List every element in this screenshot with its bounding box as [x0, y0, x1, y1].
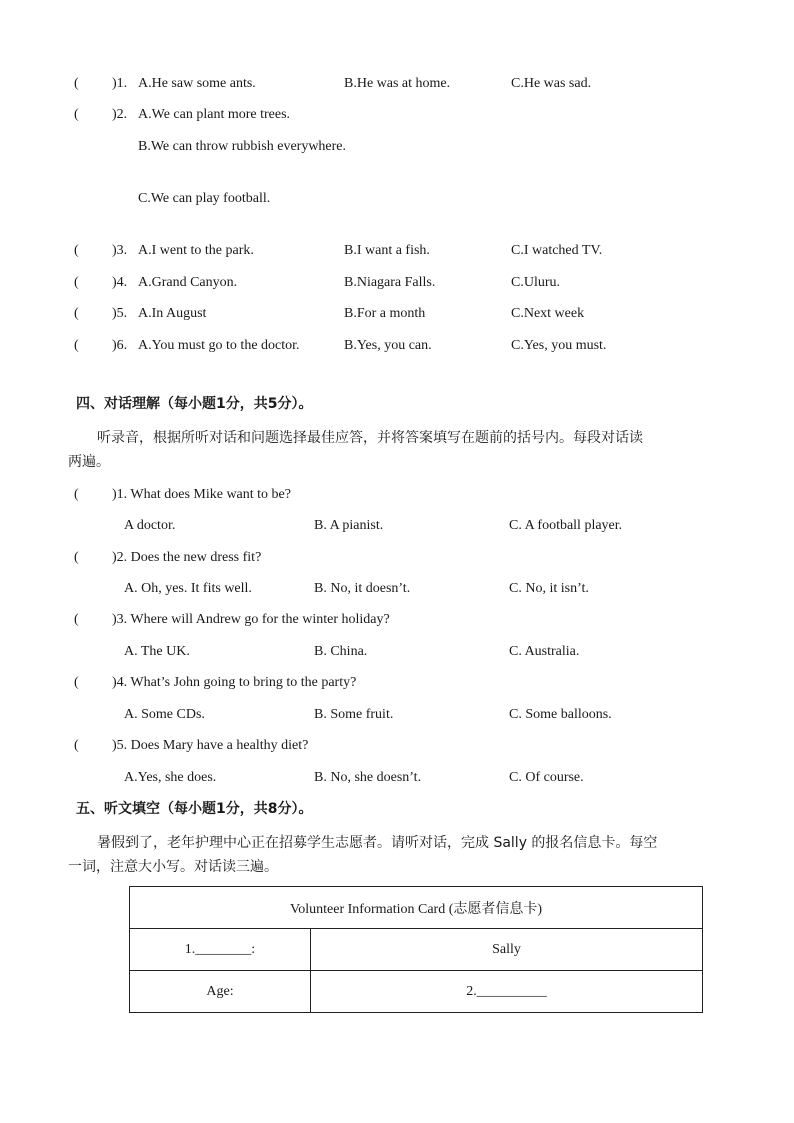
option-a: A. Some CDs. — [124, 707, 205, 722]
option-c: C. No, it isn’t. — [509, 581, 589, 596]
section5-title: 五、听文填空（每小题1分，共8分）。 — [76, 801, 313, 817]
option-b: B. Some fruit. — [314, 707, 394, 722]
option-b: B.We can throw rubbish everywhere. — [138, 139, 347, 154]
answer-paren[interactable]: ( — [74, 550, 79, 565]
option-a: A. The UK. — [124, 644, 190, 659]
option-b: B.Niagara Falls. — [344, 275, 436, 290]
option-a: A.We can plant more trees. — [138, 107, 291, 122]
section4-title: 四、对话理解（每小题1分，共5分）。 — [76, 396, 313, 412]
question-text: )2. Does the new dress fit? — [112, 550, 262, 565]
question-number: )2. — [112, 107, 128, 122]
option-c: C.We can play football. — [138, 191, 271, 206]
question-text: )4. What’s John going to bring to the party? — [112, 675, 357, 690]
option-a: A.You must go to the doctor. — [138, 338, 300, 353]
option-b: B. No, she doesn’t. — [314, 770, 422, 785]
answer-paren[interactable]: ( — [74, 107, 79, 122]
question-number: )6. — [112, 338, 128, 353]
answer-paren[interactable]: ( — [74, 338, 79, 353]
option-c: C.I watched TV. — [511, 243, 603, 258]
option-c: C. Australia. — [509, 644, 580, 659]
question-text: )5. Does Mary have a healthy diet? — [112, 738, 309, 753]
option-b: B. A pianist. — [314, 518, 384, 533]
question-text: )3. Where will Andrew go for the winter holiday? — [112, 612, 390, 627]
option-b: B. No, it doesn’t. — [314, 581, 411, 596]
section4-instruction-line2: 两遍。 — [68, 454, 110, 470]
section4-instruction-line1: 听录音，根据所听对话和问题选择最佳应答，并将答案填写在题前的括号内。每段对话读 — [97, 430, 643, 446]
card-title: Volunteer Information Card (志愿者信息卡) — [130, 887, 703, 929]
option-b: B. China. — [314, 644, 368, 659]
answer-paren[interactable]: ( — [74, 487, 79, 502]
card-age-blank[interactable]: 2.__________ — [311, 971, 703, 1013]
card-name-value: Sally — [311, 929, 703, 971]
answer-paren[interactable]: ( — [74, 76, 79, 91]
card-age-label: Age: — [130, 971, 311, 1013]
question-number: )1. — [112, 76, 128, 91]
question-number: )3. — [112, 243, 128, 258]
answer-paren[interactable]: ( — [74, 738, 79, 753]
option-a: A.Yes, she does. — [124, 770, 217, 785]
option-b: B.He was at home. — [344, 76, 451, 91]
option-a: A.In August — [138, 306, 207, 321]
answer-paren[interactable]: ( — [74, 243, 79, 258]
volunteer-info-card — [129, 886, 703, 1013]
option-c: C.He was sad. — [511, 76, 592, 91]
answer-paren[interactable]: ( — [74, 675, 79, 690]
option-b: B.For a month — [344, 306, 426, 321]
option-a: A.He saw some ants. — [138, 76, 256, 91]
section5-instruction-line1: 暑假到了，老年护理中心正在招募学生志愿者。请听对话，完成 Sally 的报名信息卡。每空 — [97, 835, 658, 851]
option-a: A doctor. — [124, 518, 176, 533]
question-number: )5. — [112, 306, 128, 321]
question-text: )1. What does Mike want to be? — [112, 487, 291, 502]
section5-instruction-line2: 一词，注意大小写。对话读三遍。 — [68, 859, 278, 875]
card-name-label[interactable]: 1.________: — [130, 929, 311, 971]
option-c: C. Of course. — [509, 770, 584, 785]
option-a: A.I went to the park. — [138, 243, 254, 258]
answer-paren[interactable]: ( — [74, 306, 79, 321]
option-c: C.Next week — [511, 306, 585, 321]
option-c: C. Some balloons. — [509, 707, 612, 722]
option-a: A.Grand Canyon. — [138, 275, 238, 290]
option-b: B.Yes, you can. — [344, 338, 432, 353]
answer-paren[interactable]: ( — [74, 612, 79, 627]
option-c: C. A football player. — [509, 518, 623, 533]
question-number: )4. — [112, 275, 128, 290]
answer-paren[interactable]: ( — [74, 275, 79, 290]
option-a: A. Oh, yes. It fits well. — [124, 581, 252, 596]
option-c: C.Yes, you must. — [511, 338, 607, 353]
option-c: C.Uluru. — [511, 275, 560, 290]
option-b: B.I want a fish. — [344, 243, 430, 258]
